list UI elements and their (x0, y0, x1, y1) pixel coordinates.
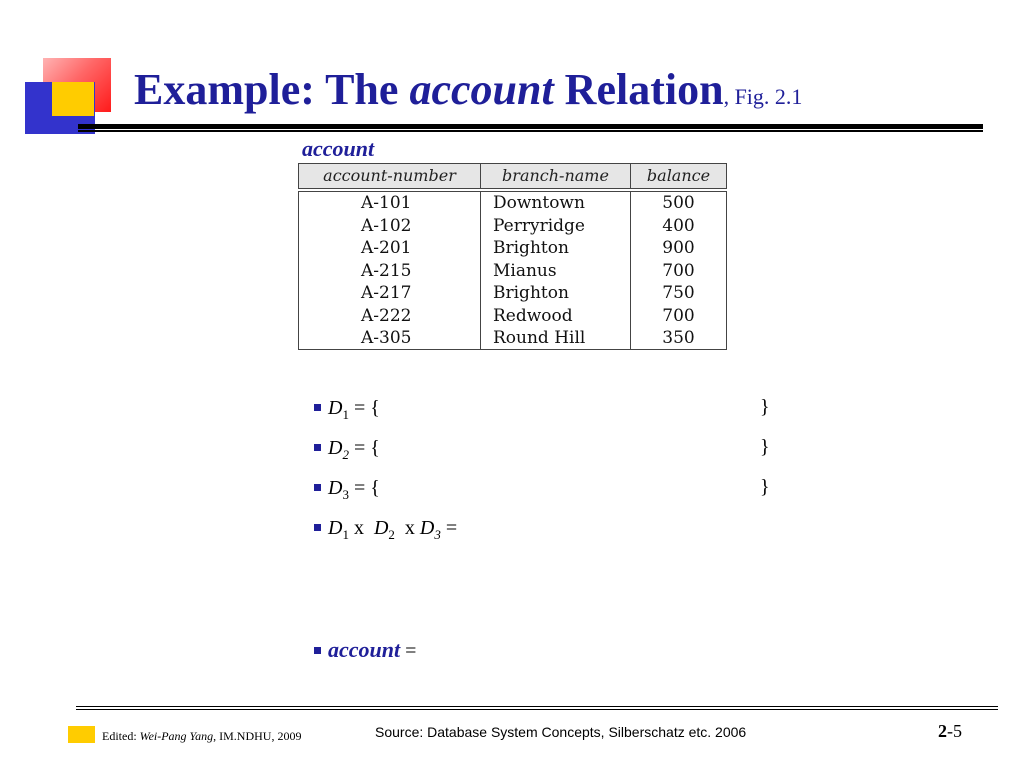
table-cell: 750 (662, 283, 695, 303)
table-cell: A-222 (361, 305, 412, 326)
table-cell: A-305 (361, 328, 412, 348)
bullet-square-icon (314, 444, 321, 451)
title-rule-thin (78, 130, 983, 132)
brace-close-d1: } (760, 396, 770, 418)
table-cell: Round Hill (493, 328, 586, 348)
table-cell: A-201 (361, 238, 412, 258)
table-cell: 700 (662, 305, 695, 326)
bullet-account: account = (314, 638, 416, 662)
footer-page-number: 2-5 (938, 721, 962, 741)
table-cell: A-217 (361, 283, 412, 303)
brace-close-d2: } (760, 436, 770, 458)
footer-editor: Edited: Wei-Pang Yang, IM.NDHU, 2009 (102, 729, 302, 743)
table-cell: A-215 (361, 260, 412, 281)
brace-close-d3: } (760, 476, 770, 498)
relation-name: account (302, 136, 375, 161)
table-cell: 700 (662, 260, 695, 281)
bullet-square-icon (314, 404, 321, 411)
bullet-square-icon (314, 484, 321, 491)
decorative-yellow-square (52, 82, 94, 116)
header-branch-name: branch-name (481, 164, 631, 188)
table-cell: Brighton (493, 283, 569, 303)
table-header (298, 163, 727, 189)
table-body (298, 191, 727, 350)
bullet-square-icon (314, 524, 321, 531)
column-branch-name (481, 192, 631, 349)
footer-source: Source: Database System Concepts, Silberschatz etc. 2006 (375, 724, 747, 740)
column-account-number (299, 192, 481, 349)
table-cell: 500 (662, 193, 695, 213)
table-cell: Mianus (493, 260, 557, 281)
table-cell: 350 (662, 328, 695, 348)
title-rule (78, 124, 983, 129)
table-cell: A-102 (361, 215, 412, 236)
footer-yellow-square (68, 726, 95, 743)
bullet-cartesian-product: $D_1$ x $D_2$ x $D_3$ = (314, 516, 457, 540)
bullet-d2: $D_2$ = { (314, 436, 380, 460)
header-balance: balance (646, 166, 711, 185)
footer-rule (76, 706, 998, 707)
table-cell: A-101 (361, 193, 412, 213)
footer-rule-thin (76, 709, 998, 710)
bullet-square-icon (314, 647, 321, 654)
bullet-d1: $D_1$ = { (314, 396, 380, 420)
table-cell: 400 (662, 215, 695, 236)
column-balance (631, 192, 726, 349)
table-cell: 900 (662, 238, 695, 258)
bullet-d3: $D_3$ = { (314, 476, 380, 500)
table-cell: Redwood (493, 305, 573, 326)
table-cell: Downtown (493, 193, 585, 213)
slide-title: Example: The account Relation, Fig. 2.1 (134, 65, 803, 114)
table-cell: Brighton (493, 238, 569, 258)
header-account-number: account-number (299, 164, 481, 188)
table-cell: Perryridge (493, 215, 585, 236)
